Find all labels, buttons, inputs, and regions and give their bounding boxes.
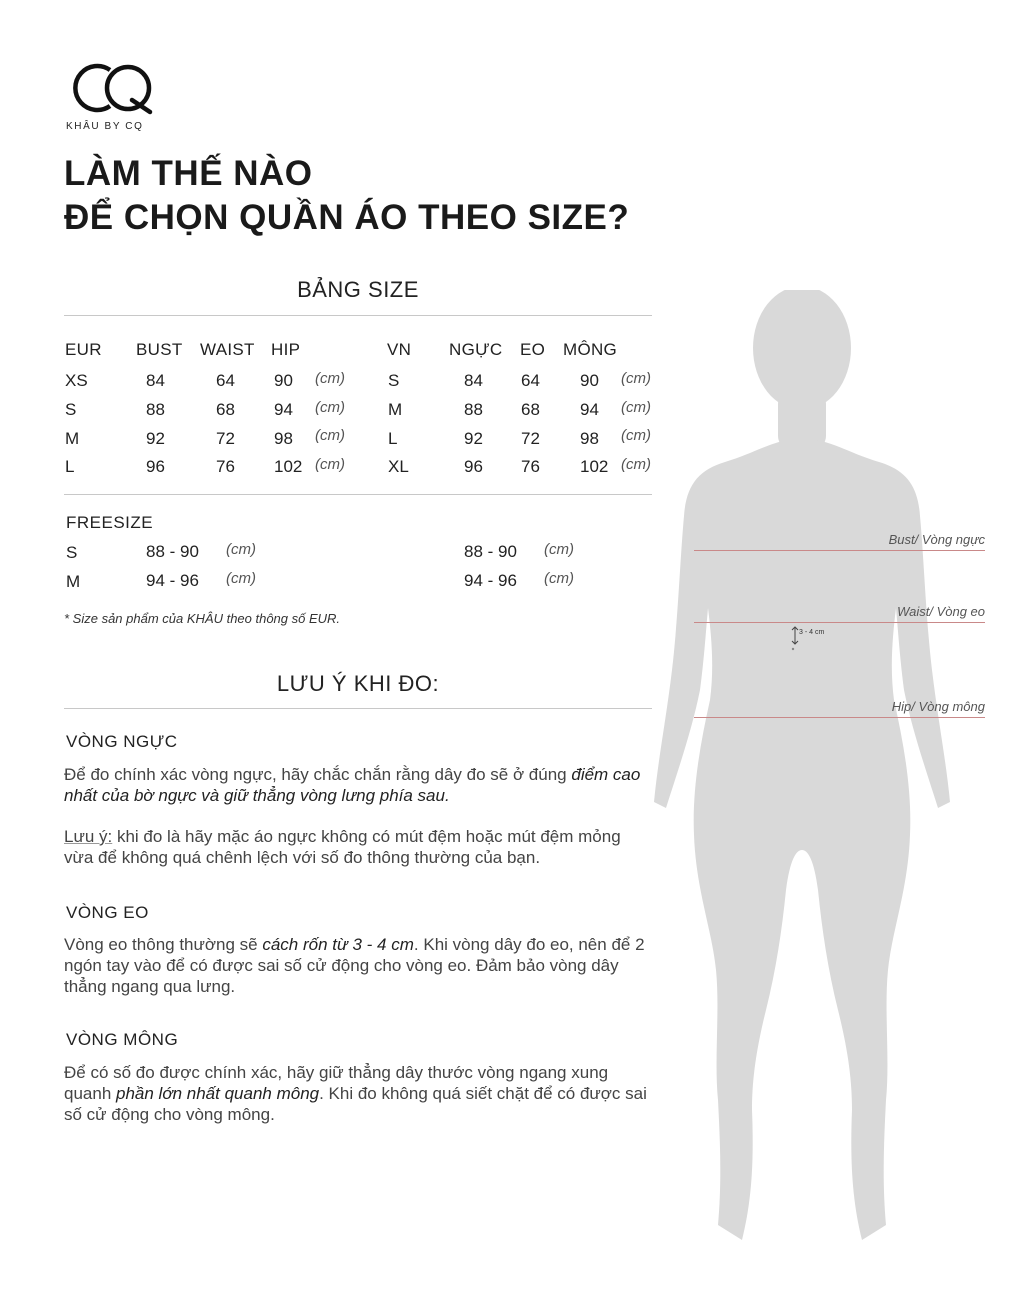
unit-label: (cm) xyxy=(315,456,345,473)
unit-label: (cm) xyxy=(544,541,574,558)
unit-label: (cm) xyxy=(315,370,345,387)
bust-value: 96 xyxy=(146,457,165,476)
brand-logo xyxy=(64,58,174,123)
hip-value: 102 xyxy=(580,457,609,476)
unit-label: (cm) xyxy=(621,399,651,416)
waist-text: Vòng eo thông thường sẽ xyxy=(64,935,263,954)
cq-logo-icon xyxy=(64,58,156,118)
bust-value: 92 xyxy=(146,429,165,448)
unit-label: (cm) xyxy=(315,427,345,444)
bust-section-title: VÒNG NGỰC xyxy=(66,732,178,751)
bust-note-text: khi đo là hãy mặc áo ngực không có mút đệm hoặc mút đệm mỏng vừa để không quá chênh lệch với số đo thông thường của bạn. xyxy=(64,827,621,867)
unit-label: (cm) xyxy=(226,541,256,558)
hip-text-tail: . Khi đo không quá siết chặt để có được sai số cử động cho vòng mông. xyxy=(64,1084,647,1124)
header-hip: HIP xyxy=(271,340,301,359)
waist-instruction xyxy=(64,934,654,997)
size-label: L xyxy=(388,429,398,448)
unit-label: (cm) xyxy=(315,399,345,416)
hip-value: 90 xyxy=(580,371,599,390)
waist-section-title: VÒNG EO xyxy=(66,903,149,922)
size-label: S xyxy=(66,543,78,562)
vn-range: 94 - 96 xyxy=(464,571,517,590)
hip-value: 90 xyxy=(274,371,293,390)
unit-label: (cm) xyxy=(621,370,651,387)
header-nguc: NGỰC xyxy=(449,340,503,359)
brand-subtitle: KHÂU BY CQ xyxy=(66,121,144,132)
bust-value: 96 xyxy=(464,457,483,476)
hip-value: 98 xyxy=(580,429,599,448)
bust-value: 84 xyxy=(464,371,483,390)
size-label: M xyxy=(388,400,403,419)
measure-notes-heading: LƯU Ý KHI ĐO: xyxy=(276,671,440,696)
divider xyxy=(64,708,652,709)
header-waist: WAIST xyxy=(200,340,255,359)
waist-value: 76 xyxy=(521,457,540,476)
divider xyxy=(64,494,652,495)
bust-value: 84 xyxy=(146,371,165,390)
hip-measure-line xyxy=(694,717,985,718)
size-label: XS xyxy=(65,371,88,390)
navel-distance-label: 3 - 4 cm xyxy=(799,629,825,636)
eur-range: 94 - 96 xyxy=(146,571,199,590)
unit-label: (cm) xyxy=(621,456,651,473)
hip-instruction xyxy=(64,1062,654,1125)
bust-instruction xyxy=(64,764,654,806)
hip-text-emphasis: phần lớn nhất quanh mông xyxy=(116,1084,320,1103)
bust-value: 88 xyxy=(146,400,165,419)
size-label: S xyxy=(388,371,400,390)
size-label: M xyxy=(66,572,81,591)
unit-label: (cm) xyxy=(544,570,574,587)
page-title-line2: ĐỂ CHỌN QUẦN ÁO THEO SIZE? xyxy=(64,198,630,237)
waist-text-tail: . Khi vòng dây đo eo, nên để 2 ngón tay vào để có được sai số cử động cho vòng eo. Đảm bảo vòng dây thẳng ngang qua lưng. xyxy=(64,935,645,996)
waist-value: 72 xyxy=(521,429,540,448)
waist-value: 68 xyxy=(521,400,540,419)
hip-value: 102 xyxy=(274,457,303,476)
header-bust: BUST xyxy=(136,340,183,359)
eur-range: 88 - 90 xyxy=(146,542,199,561)
hip-value: 94 xyxy=(274,400,293,419)
page-title xyxy=(64,152,629,240)
size-note: * Size sản phẩm của KHÂU theo thông số EUR. xyxy=(64,611,341,626)
size-label: M xyxy=(65,429,80,448)
bust-note xyxy=(64,826,654,868)
waist-value: 76 xyxy=(216,457,235,476)
waist-measure-label: Waist/ Vòng eo xyxy=(897,604,985,619)
unit-label: (cm) xyxy=(621,427,651,444)
freesize-label: FREESIZE xyxy=(66,513,154,532)
bust-measure-label: Bust/ Vòng ngực xyxy=(888,532,985,547)
hip-measure-label: Hip/ Vòng mông xyxy=(891,699,985,714)
hip-section-title: VÒNG MÔNG xyxy=(66,1030,179,1049)
waist-value: 64 xyxy=(216,371,235,390)
bust-value: 92 xyxy=(464,429,483,448)
hip-text: Để có số đo được chính xác, hãy giữ thẳng dây thước vòng ngang xung quanh xyxy=(64,1063,609,1103)
bust-text: Để đo chính xác vòng ngực, hãy chắc chắn rằng dây đo sẽ ở đúng xyxy=(64,765,572,784)
header-mong: MÔNG xyxy=(563,340,618,359)
divider xyxy=(64,315,652,316)
unit-label: (cm) xyxy=(226,570,256,587)
bust-text-emphasis: điểm cao nhất của bờ ngực và giữ thẳng vòng lưng phía sau. xyxy=(64,765,641,805)
waist-text-emphasis: cách rốn từ 3 - 4 cm xyxy=(262,935,414,954)
bust-measure-line xyxy=(694,550,985,551)
body-silhouette-icon xyxy=(640,290,1020,1250)
size-label: XL xyxy=(388,457,409,476)
waist-value: 64 xyxy=(521,371,540,390)
hip-value: 98 xyxy=(274,429,293,448)
size-label: S xyxy=(65,400,77,419)
size-table-heading: BẢNG SIZE xyxy=(297,277,419,302)
waist-measure-line xyxy=(694,622,985,623)
hip-value: 94 xyxy=(580,400,599,419)
bust-note-label: Lưu ý: xyxy=(64,827,113,846)
header-eur: EUR xyxy=(65,340,102,359)
waist-value: 68 xyxy=(216,400,235,419)
vn-range: 88 - 90 xyxy=(464,542,517,561)
header-eo: EO xyxy=(520,340,546,359)
waist-value: 72 xyxy=(216,429,235,448)
bust-value: 88 xyxy=(464,400,483,419)
page-title-line1: LÀM THẾ NÀO xyxy=(64,154,313,193)
size-label: L xyxy=(65,457,75,476)
header-vn: VN xyxy=(387,340,412,359)
